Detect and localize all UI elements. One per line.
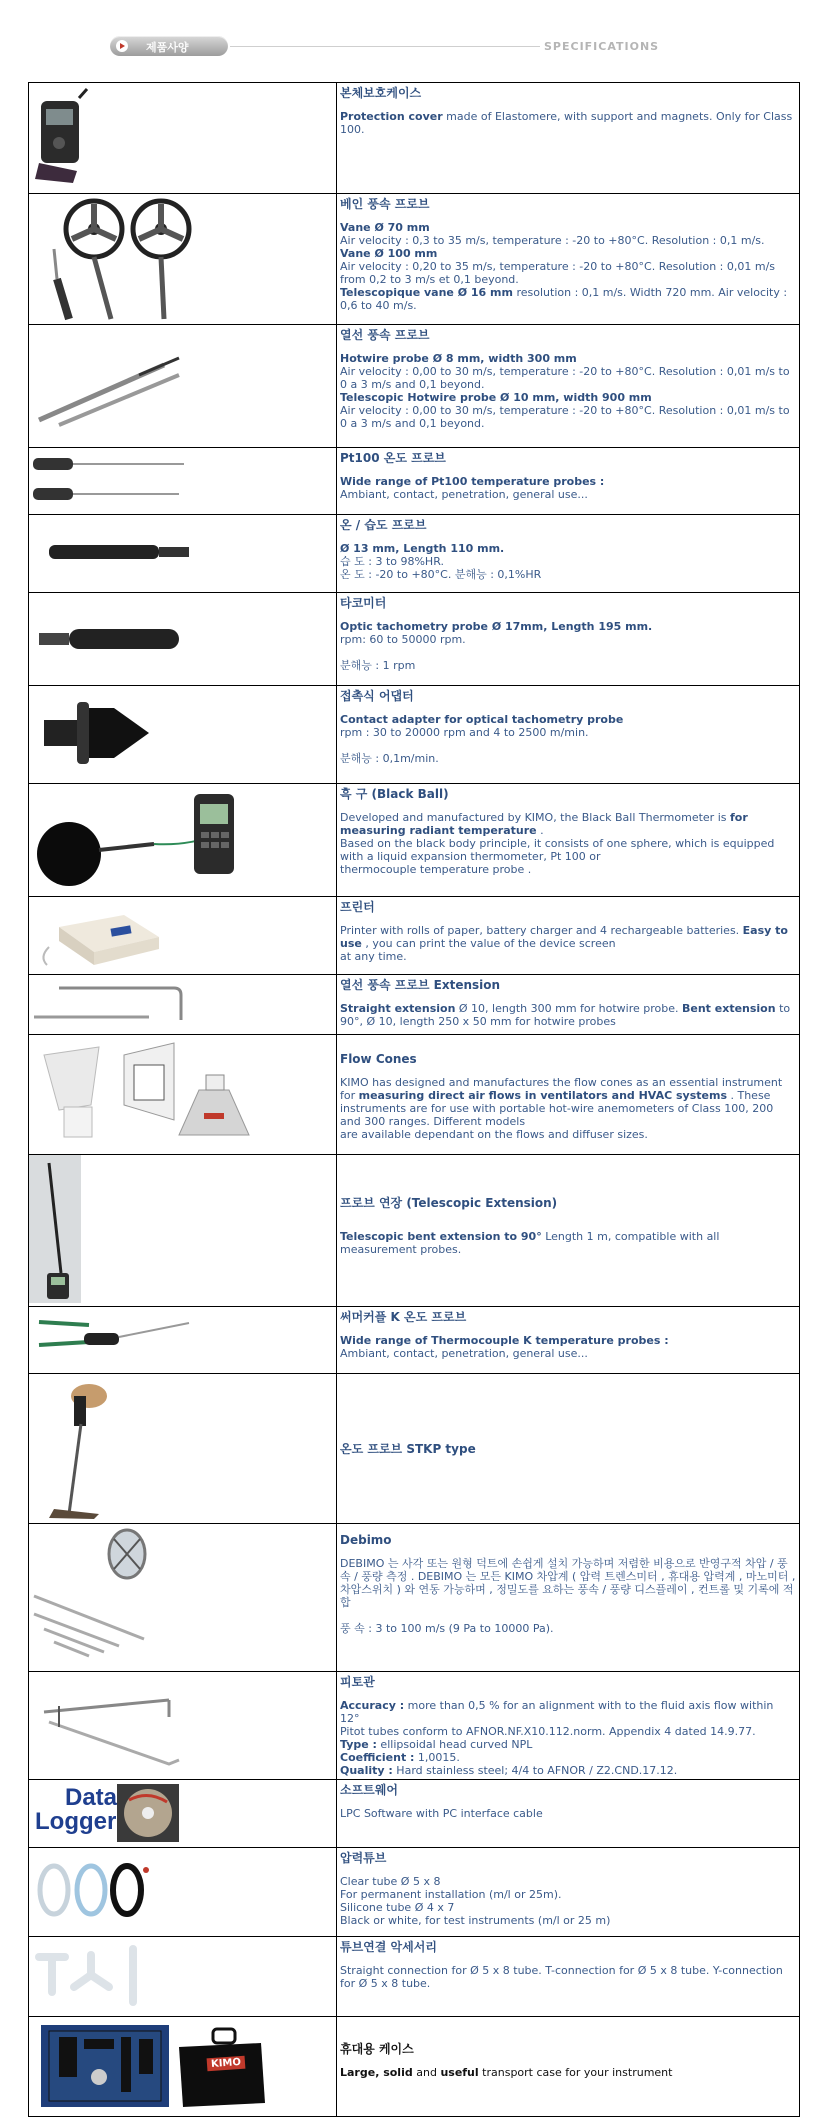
text-bold: Straight extension [340,1002,456,1015]
text: , you can print the value of the device screen [361,937,616,950]
hotwire-extension-image [29,975,336,1031]
spec-table [28,82,800,2117]
row-description [337,2017,800,2117]
text: Hard stainless steel; 4/4 to AFNOR / Z2.CND.17.12. [392,1764,678,1777]
product-image [29,593,337,686]
text: Ambiant, contact, penetration, general use... [340,488,588,501]
thermocouple-probe-image [29,1307,336,1370]
product-image [29,1672,337,1780]
row-title: 베인 풍속 프로브 [340,197,430,211]
text: made of Elastomere, with support and magnets. Only for Class 100. [340,110,793,136]
text-bold: Type : [340,1738,377,1751]
row-title: Flow Cones [340,1052,417,1066]
logo-line-2: Logger [35,1808,117,1835]
text: 분해능 : 0,1m/min. [340,752,439,765]
row-title: 압력튜브 [340,1851,387,1865]
product-image [29,1848,337,1937]
product-image [29,1780,337,1848]
text: Based on the black body principle, it consists of one sphere, which is equipped with a liquid expansion thermometer, Pt 100 or [340,837,775,863]
row-title: 온 / 습도 프로브 [340,518,427,532]
product-image [29,686,337,784]
product-image [29,1307,337,1374]
text: Developed and manufactured by KIMO, the Black Ball Thermometer is [340,811,730,824]
row-description [337,1035,800,1155]
text: resolution : 0,1 m/s. Width 720 mm. Air velocity : 0,6 to 40 m/s. [340,286,788,312]
product-image [29,515,337,593]
logo-line-1: Data [65,1784,118,1811]
row-description [337,448,800,515]
text-bold: Vane Ø 70 mm [340,221,430,234]
tab-label: 제품사양 [146,41,189,54]
text: thermocouple temperature probe . [340,863,532,876]
text: Printer with rolls of paper, battery charger and 4 rechargeable batteries. [340,924,743,937]
row-title: 온도 프로브 STKP type [340,1442,476,1456]
text: ellipsoidal head curved NPL [376,1738,533,1751]
row-title: 튜브연결 악세서리 [340,1940,437,1954]
kimo-logo: KIMO [207,2056,246,2072]
text: Pitot tubes conform to AFNOR.NF.X10.112.norm. Appendix 4 dated 14.9.77. [340,1725,756,1738]
text: LPC Software with PC interface cable [340,1807,543,1820]
row-description [337,897,800,975]
product-image [29,1524,337,1672]
text: 습 도 : 3 to 98%HR. [340,555,444,568]
table-row [29,686,800,784]
row-title: 프로브 연장 (Telescopic Extension) [340,1196,558,1210]
table-row [29,83,800,194]
contact-adapter-image [29,686,336,780]
printer-image [29,897,336,971]
text: transport case for your instrument [478,2066,673,2079]
hotwire-probe-image [29,325,336,444]
text: 온 도 : -20 to +80°C. 분해능 : 0,1%HR [340,568,542,581]
text-bold: Vane Ø 100 mm [340,247,438,260]
text: Black or white, for test instruments (m/l or 25 m) [340,1914,611,1927]
row-description [337,593,800,686]
text-bold: Quality : [340,1764,393,1777]
text-bold: Telescopique vane Ø 16 mm [340,286,513,299]
text-bold: Easy to use [340,924,788,950]
pt100-probe-image [29,448,336,511]
text-bold: Telescopic Hotwire probe Ø 10 mm, width 900 mm [340,391,652,404]
text-bold: Hotwire probe Ø 8 mm, width 300 mm [340,352,577,365]
table-row [29,897,800,975]
row-title: 휴대용 케이스 [340,2042,414,2056]
product-image [29,83,337,194]
text: . [536,824,544,837]
pressure-tube-image [29,1848,336,1933]
text-bold: Large, solid [340,2066,413,2079]
text-bold: Protection cover [340,110,443,123]
row-title: Debimo [340,1533,392,1547]
product-image [29,448,337,515]
text: Air velocity : 0,20 to 35 m/s, temperature : -20 to +80°C. Resolution : 0,01 m/s from 0,2 to 3 m/s et 0,1 beyond. [340,260,776,286]
row-description [337,83,800,194]
row-title: 소프트웨어 [340,1783,398,1797]
text: Air velocity : 0,3 to 35 m/s, temperature : -20 to +80°C. Resolution : 0,1 m/s. [340,234,765,247]
text: Length 1 m, compatible with all measurement probes. [340,1230,720,1256]
row-description [337,975,800,1035]
text-bold: Wide range of Pt100 temperature probes : [340,475,605,488]
tab-product-spec[interactable] [110,36,228,56]
tachometer-probe-image [29,593,336,682]
row-description [337,1937,800,2017]
protection-cover-image [29,83,336,190]
text-bold: Optic tachometry probe Ø 17mm, Length 195 mm. [340,620,653,633]
row-description [337,784,800,897]
text-bold: Accuracy : [340,1699,405,1712]
text-bold: for measuring radiant temperature [340,811,748,837]
text-bold: measuring direct air flows in ventilators and HVAC systems [358,1089,727,1102]
stkp-probe-image [29,1374,336,1520]
table-row [29,593,800,686]
tube-connector-image [29,1937,336,2013]
telescopic-extension-image [29,1155,336,1303]
table-row [29,1524,800,1672]
table-row [29,448,800,515]
table-row [29,1155,800,1307]
row-title: 타코미터 [340,596,387,610]
pitot-tube-image [29,1672,336,1776]
table-row [29,1848,800,1937]
specifications-title: SPECIFICATIONS [540,40,663,53]
row-description [337,686,800,784]
table-row [29,2017,800,2117]
row-title: 프린터 [340,900,375,914]
product-image [29,194,337,325]
text-bold: Coefficient : [340,1751,415,1764]
product-image [29,2017,337,2117]
table-row [29,975,800,1035]
row-description [337,515,800,593]
vane-probe-image [29,194,336,321]
table-row [29,515,800,593]
text: KIMO has designed and manufactures the flow cones as an essential instrument for [340,1076,783,1102]
row-description [337,1848,800,1937]
row-title: 열선 풍속 프로브 [340,328,430,342]
row-description [337,1307,800,1374]
product-image [29,975,337,1035]
text: . These instruments are for use with portable hot-wire anemometers of Class 100, 200 and 300 ranges. Different models [340,1089,774,1128]
product-image [29,1155,337,1307]
text: Straight connection for Ø 5 x 8 tube. T-connection for Ø 5 x 8 tube. Y-connection for Ø 5 x 8 tube. [340,1964,783,1990]
text: rpm: 60 to 50000 rpm. [340,633,466,646]
row-description [337,1672,800,1780]
row-description [337,325,800,448]
product-image [29,1937,337,2017]
text-bold: Telescopic bent extension to 90° [340,1230,542,1243]
product-image [29,784,337,897]
text: Air velocity : 0,00 to 30 m/s, temperature : -20 to +80°C. Resolution : 0,01 m/s to 0 a 3 m/s and 0,1 beyond. [340,365,790,391]
play-icon [116,40,128,52]
text: Silicone tube Ø 4 x 7 [340,1901,455,1914]
table-row [29,1937,800,2017]
black-ball-image [29,784,336,893]
row-description [337,1374,800,1524]
table-row [29,325,800,448]
software-cd-image [29,1780,336,1846]
text-bold: Wide range of Thermocouple K temperature probes : [340,1334,669,1347]
row-description [337,1524,800,1672]
table-row [29,1780,800,1848]
carrying-case-image [29,2017,336,2113]
row-title: 피토관 [340,1675,375,1689]
row-description [337,1155,800,1307]
row-description [337,1780,800,1848]
text-bold: Contact adapter for optical tachometry probe [340,713,624,726]
row-title: 흑 구 (Black Ball) [340,787,449,801]
flow-cones-image [29,1035,336,1151]
text-bold: Ø 13 mm, Length 110 mm. [340,542,505,555]
row-title: 본체보호케이스 [340,86,422,100]
text-bold: useful [440,2066,479,2079]
text: rpm : 30 to 20000 rpm and 4 to 2500 m/min. [340,726,589,739]
text: Ø 10, length 300 mm for hotwire probe. [455,1002,682,1015]
product-image [29,1035,337,1155]
text: 1,0015. [414,1751,460,1764]
text: at any time. [340,950,407,963]
product-image [29,897,337,975]
text: are available dependant on the flows and diffuser sizes. [340,1128,648,1141]
row-title: 열선 풍속 프로브 Extension [340,978,501,992]
row-title: Pt100 온도 프로브 [340,451,446,465]
table-row [29,784,800,897]
table-row [29,1672,800,1780]
text: to 90°, Ø 10, length 250 x 50 mm for hotwire probes [340,1002,791,1028]
product-image [29,325,337,448]
humidity-probe-image [29,515,336,589]
product-image [29,1374,337,1524]
row-title: 써머커플 K 온도 프로브 [340,1310,467,1324]
text: more than 0,5 % for an alignment with to the fluid axis flow within 12° [340,1699,774,1725]
row-title: 접촉식 어댑터 [340,689,414,703]
table-row [29,1374,800,1524]
table-row [29,1307,800,1374]
text: and [412,2066,441,2079]
table-row [29,1035,800,1155]
text: Clear tube Ø 5 x 8 [340,1875,441,1888]
page-header [0,0,822,80]
debimo-image [29,1524,336,1668]
text: Air velocity : 0,00 to 30 m/s, temperature : -20 to +80°C. Resolution : 0,01 m/s to 0 a 3 m/s and 0,1 beyond. [340,404,790,430]
row-description [337,194,800,325]
text: DEBIMO 는 사각 또는 원형 덕트에 손쉽게 설치 가능하며 저렴한 비용으로 반영구적 차압 / 풍속 / 풍량 측정 . DEBIMO 는 모든 KIMO 차압계 ( 압력 트렌스미터 , 휴대용 압력계 , 마노미터 , 차압스위치 ) 와 연동 가능하며 , 정밀도를 요하는 풍속 / 풍량 디스플레이 , 컨트롤 및 기록에 적합 [340,1557,796,1609]
table-row [29,194,800,325]
text-bold: Bent extension [682,1002,776,1015]
text: Ambiant, contact, penetration, general use... [340,1347,588,1360]
text: For permanent installation (m/l or 25m). [340,1888,562,1901]
text: 분해능 : 1 rpm [340,659,416,672]
text: 풍 속 : 3 to 100 m/s (9 Pa to 10000 Pa). [340,1622,554,1635]
